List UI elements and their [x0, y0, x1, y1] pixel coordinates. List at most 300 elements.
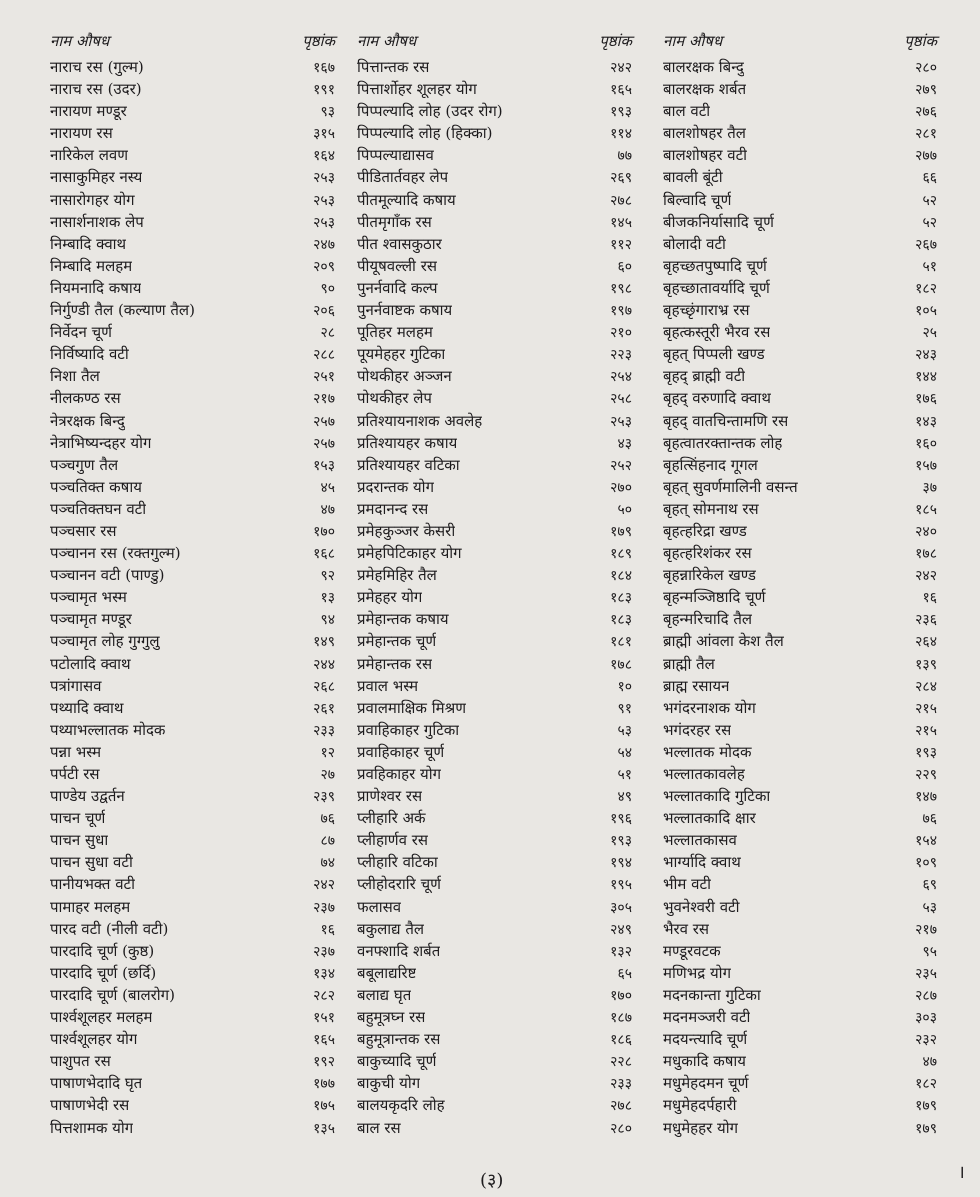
index-entry — [50, 1028, 335, 1050]
index-entry — [663, 520, 937, 542]
entry-page: २८० — [610, 1120, 632, 1137]
index-entry — [663, 454, 937, 476]
entry-name: बृहत् सुवर्णमालिनी वसन्त — [663, 477, 798, 496]
entry-page: २८७ — [915, 987, 937, 1004]
entry-page: २५८ — [610, 391, 632, 408]
entry-name: बहुमूत्रघ्न रस — [357, 1008, 426, 1027]
entry-name: बृहत्वातरक्तान्तक लोह — [663, 433, 783, 452]
header-page-label: पृष्ठांक — [904, 32, 937, 50]
index-entry — [663, 233, 937, 255]
index-entry — [50, 78, 335, 100]
entry-name: ब्राह्मी तैल — [663, 654, 715, 673]
entry-name: प्रवहिकाहर योग — [357, 765, 442, 783]
entry-page: १७९ — [915, 1120, 937, 1137]
index-entry — [663, 100, 937, 122]
entry-page: १७९ — [915, 1098, 937, 1115]
entry-page: ५० — [617, 501, 632, 518]
entry-page: २५ — [922, 325, 937, 342]
index-entry — [50, 498, 335, 520]
entry-page: ६० — [617, 258, 632, 275]
entry-name: बाकुच्यादि चूर्ण — [357, 1052, 437, 1071]
entry-page: १८९ — [610, 546, 632, 563]
entry-name: पित्तशामक योग — [50, 1118, 134, 1137]
index-entry — [663, 896, 937, 918]
header-name-label: नाम औषध — [357, 32, 417, 50]
entry-page: १६ — [922, 590, 937, 607]
entry-page: २३२ — [915, 1032, 937, 1049]
index-entry — [50, 962, 335, 984]
entry-page: २८४ — [915, 678, 937, 695]
entry-page: १८२ — [915, 1076, 937, 1093]
index-entry — [50, 785, 335, 807]
entry-page: ३१५ — [313, 126, 335, 143]
entry-name: बृहद् वरुणादि क्वाथ — [663, 389, 771, 408]
index-entry — [663, 918, 937, 940]
index-entry — [357, 653, 632, 675]
entry-name: पारद वटी (नीली वटी) — [50, 919, 169, 938]
index-entry — [50, 277, 335, 299]
index-entry — [50, 741, 335, 763]
index-entry — [663, 1050, 937, 1072]
entry-name: बृहद् ब्राह्मी वटी — [663, 367, 746, 386]
entry-name: नारायण रस — [50, 124, 113, 143]
entry-page: १४७ — [915, 789, 937, 806]
entry-name: पाचन सुधा वटी — [50, 853, 133, 872]
entry-page: २६८ — [313, 678, 335, 695]
index-entry — [663, 343, 937, 365]
index-entry — [357, 255, 632, 277]
index-entry — [357, 697, 632, 719]
index-entry — [357, 211, 632, 233]
index-entry — [663, 1094, 937, 1116]
entry-name: नासारोगहर योग — [50, 190, 135, 209]
entry-name: पुनर्नवादि कल्प — [357, 278, 438, 297]
column-header — [663, 28, 937, 54]
entry-page: १७८ — [915, 546, 937, 563]
entry-page: १७० — [610, 987, 632, 1004]
index-entry — [357, 1117, 632, 1139]
entry-page: २८८ — [313, 347, 335, 364]
index-entry — [357, 387, 632, 409]
entry-name: पिप्पल्यादि लोह (हिक्का) — [357, 124, 493, 143]
index-entry — [663, 299, 937, 321]
entry-page: १४९ — [313, 634, 335, 651]
index-entry — [357, 100, 632, 122]
index-entry — [663, 1072, 937, 1094]
index-entry — [50, 476, 335, 498]
entry-page: २१५ — [915, 700, 937, 717]
entry-name: निर्विष्यादि वटी — [50, 345, 129, 364]
entry-name: भार्ग्यादि क्वाथ — [663, 853, 741, 872]
index-entry — [357, 520, 632, 542]
index-entry — [50, 896, 335, 918]
entry-name: पित्तार्शोहर शूलहर योग — [357, 80, 477, 99]
entry-page: २३७ — [313, 943, 335, 960]
entry-name: पिप्पल्यादि लोह (उदर रोग) — [357, 102, 503, 121]
entry-name: ब्राह्मी आंवला केश तैल — [663, 632, 784, 651]
index-entry — [50, 432, 335, 454]
entry-name: पीडितार्तवहर लेप — [357, 168, 449, 187]
index-entry — [50, 1006, 335, 1028]
entry-name: प्रदरान्तक योग — [357, 477, 435, 496]
entry-name: भल्लातकासव — [663, 831, 737, 850]
entry-name: नारायण मण्डूर — [50, 102, 127, 121]
index-entry — [663, 873, 937, 895]
entry-name: पञ्चामृत लोह गुग्गुलु — [50, 632, 160, 651]
entry-name: प्लीहोदरारि चूर्ण — [357, 875, 441, 894]
entry-name: प्रमेहपिटिकाहर योग — [357, 544, 462, 563]
entry-name: भगंदरनाशक योग — [663, 698, 756, 717]
index-entry — [50, 675, 335, 697]
entry-page: ४९ — [617, 789, 632, 806]
index-entry — [357, 454, 632, 476]
entry-page: १९५ — [610, 877, 632, 894]
index-entry — [357, 343, 632, 365]
entry-name: पञ्चामृत भस्म — [50, 588, 127, 607]
entry-page: ९४ — [320, 612, 335, 629]
entry-name: बृहच्छातावर्यादि चूर्ण — [663, 278, 770, 297]
index-entry — [663, 1028, 937, 1050]
entry-page: ७७ — [617, 148, 632, 165]
entry-page: १६८ — [313, 546, 335, 563]
index-entry — [357, 1028, 632, 1050]
entry-page: १८१ — [610, 634, 632, 651]
index-entry — [663, 829, 937, 851]
index-entry — [357, 122, 632, 144]
index-entry — [357, 233, 632, 255]
index-entry — [50, 630, 335, 652]
entry-name: प्लीहारि वटिका — [357, 853, 438, 872]
entry-name: पीतमूल्यादि कषाय — [357, 190, 456, 209]
entry-page: १० — [617, 678, 632, 695]
entry-name: मधुमेहदर्पहारी — [663, 1096, 737, 1115]
index-entry — [663, 211, 937, 233]
entry-name: मदयन्त्यादि चूर्ण — [663, 1030, 748, 1049]
entry-page: १९३ — [610, 104, 632, 121]
entry-name: भल्लातकादि क्षार — [663, 809, 756, 828]
entry-name: नीलकण्ठ रस — [50, 389, 121, 408]
index-entry — [357, 586, 632, 608]
entry-page: २४० — [915, 523, 937, 540]
entry-name: पञ्चानन रस (रक्तगुल्म) — [50, 544, 181, 563]
entry-name: पुनर्नवाष्टक कषाय — [357, 301, 453, 320]
entry-name: प्रवाहिकाहर चूर्ण — [357, 742, 445, 761]
entry-page: २१७ — [313, 391, 335, 408]
index-entry — [50, 697, 335, 719]
entry-page: २७८ — [610, 192, 632, 209]
index-entry — [50, 166, 335, 188]
entry-page: १३४ — [313, 965, 335, 982]
entry-name: बृहत् सोमनाथ रस — [663, 499, 759, 518]
index-entry — [50, 233, 335, 255]
index-entry — [663, 763, 937, 785]
index-entry — [663, 940, 937, 962]
index-entry — [50, 763, 335, 785]
entry-page: ५१ — [617, 767, 632, 783]
entry-page: ४५ — [320, 479, 335, 496]
index-entry — [663, 586, 937, 608]
entry-page: १३ — [320, 590, 335, 607]
entry-name: प्रमेहान्तक रस — [357, 654, 433, 673]
entry-name: प्रमेहकुञ्जर केसरी — [357, 521, 456, 540]
entry-name: पोथकीहर लेप — [357, 389, 432, 408]
entry-page: १२ — [320, 744, 335, 761]
entry-name: बृहत्हरिशंकर रस — [663, 544, 752, 563]
entry-page: १६० — [915, 435, 937, 452]
index-entry — [50, 940, 335, 962]
entry-name: पारदादि चूर्ण (कुष्ठ) — [50, 941, 155, 960]
entry-page: १८५ — [915, 501, 937, 518]
entry-name: पञ्चसार रस — [50, 521, 117, 540]
entry-page: ६६ — [922, 170, 937, 187]
index-entry — [663, 255, 937, 277]
entry-name: पाशुपत रस — [50, 1052, 111, 1071]
entry-page: १७५ — [313, 1098, 335, 1115]
entry-page: ३७ — [922, 479, 937, 496]
header-name-label: नाम औषध — [663, 32, 723, 50]
entry-name: पूतिहर मलहम — [357, 323, 433, 342]
entry-name: बृहन्नारिकेल खण्ड — [663, 566, 756, 585]
index-entry — [663, 122, 937, 144]
entry-page: ११४ — [610, 126, 632, 143]
entry-page: २६१ — [313, 700, 335, 717]
entry-name: निम्बादि मलहम — [50, 256, 133, 275]
entry-name: प्रवालमाक्षिक मिश्रण — [357, 698, 467, 717]
entry-name: बृहद् वातचिन्तामणि रस — [663, 411, 789, 430]
entry-page: २२३ — [610, 347, 632, 364]
entry-page: १३५ — [313, 1120, 335, 1137]
entry-page: १९६ — [610, 811, 632, 828]
index-entry — [663, 851, 937, 873]
entry-name: निर्वेदन चूर्ण — [50, 323, 112, 342]
entry-page: २३५ — [915, 965, 937, 982]
entry-name: बोलादी वटी — [663, 234, 726, 253]
entry-page: २७८ — [610, 1098, 632, 1115]
entry-name: बहुमूत्रान्तक रस — [357, 1030, 441, 1049]
index-entry — [663, 653, 937, 675]
index-entry — [50, 255, 335, 277]
index-entry — [357, 984, 632, 1006]
entry-name: पोथकीहर अञ्जन — [357, 367, 452, 386]
index-entry — [50, 454, 335, 476]
entry-page: २५१ — [313, 369, 335, 386]
entry-page: २६७ — [915, 236, 937, 253]
entry-name: प्रतिश्यायनाशक अवलेह — [357, 411, 483, 430]
entry-name: पथ्याभल्लातक मोदक — [50, 720, 166, 739]
entry-name: पर्पटी रस — [50, 765, 100, 783]
margin-mark: । — [958, 1162, 965, 1183]
index-entry — [663, 608, 937, 630]
entry-name: प्रवाल भस्म — [357, 676, 419, 695]
index-entry — [357, 1050, 632, 1072]
entry-page: २३९ — [313, 789, 335, 806]
entry-page: २१७ — [915, 921, 937, 938]
entry-page: १८७ — [610, 1010, 632, 1027]
entry-page: १३२ — [610, 943, 632, 960]
entry-name: पञ्चामृत मण्डूर — [50, 610, 132, 629]
index-entry — [663, 189, 937, 211]
entry-page: २८१ — [915, 126, 937, 143]
entry-name: बृहन्मरिचादि तैल — [663, 610, 753, 629]
index-entry — [50, 100, 335, 122]
entry-page: २५७ — [313, 413, 335, 430]
entry-name: पाचन चूर्ण — [50, 809, 106, 828]
index-entry — [357, 432, 632, 454]
entry-page: ३०५ — [610, 899, 632, 916]
index-entry — [357, 785, 632, 807]
entry-name: पाचन सुधा — [50, 831, 109, 850]
entry-page: १४३ — [915, 413, 937, 430]
entry-name: पथ्यादि क्वाथ — [50, 698, 124, 717]
entry-page: ३०३ — [915, 1010, 937, 1027]
entry-page: १४४ — [915, 369, 937, 386]
entry-page: १७८ — [610, 656, 632, 673]
entry-page: १९७ — [610, 303, 632, 320]
entry-page: २५४ — [610, 369, 632, 386]
entry-page: १८३ — [610, 612, 632, 629]
entry-page: २०६ — [313, 303, 335, 320]
entry-page: ९३ — [320, 104, 335, 121]
entry-name: पार्श्वशूलहर मलहम — [50, 1008, 153, 1027]
entry-name: बाल रस — [357, 1118, 401, 1137]
entry-name: पीयूषवल्ली रस — [357, 256, 437, 275]
entry-page: १५४ — [915, 833, 937, 850]
entry-page: ४७ — [922, 1054, 937, 1071]
entry-page: १८३ — [610, 590, 632, 607]
entry-page: ५४ — [617, 744, 632, 761]
entry-name: प्रमेहहर योग — [357, 588, 423, 607]
entry-page: १७७ — [313, 1076, 335, 1093]
entry-name: मदनमञ्जरी वटी — [663, 1008, 751, 1027]
index-entry — [357, 741, 632, 763]
index-entry — [50, 719, 335, 741]
index-entry — [663, 166, 937, 188]
entry-name: भल्लातकावलेह — [663, 765, 745, 783]
entry-page: २४२ — [610, 60, 632, 76]
entry-page: ११२ — [610, 236, 632, 253]
entry-page: १५३ — [313, 457, 335, 474]
entry-name: बालशोषहर वटी — [663, 146, 748, 165]
entry-page: २४३ — [915, 347, 937, 364]
index-entry — [50, 1117, 335, 1139]
entry-page: ५३ — [617, 722, 632, 739]
index-entry — [357, 56, 632, 78]
index-entry — [50, 144, 335, 166]
entry-page: २४७ — [313, 236, 335, 253]
index-entry — [50, 365, 335, 387]
index-entry — [357, 299, 632, 321]
entry-name: मधुमेहदमन चूर्ण — [663, 1074, 749, 1093]
entry-name: पीत श्वासकुठार — [357, 234, 442, 253]
entry-name: मधुमेहहर योग — [663, 1118, 739, 1137]
index-entry — [663, 476, 937, 498]
entry-page: ५१ — [922, 258, 937, 275]
entry-page: ८७ — [320, 833, 335, 850]
entry-name: पञ्चतिक्तघन वटी — [50, 499, 147, 518]
index-entry — [663, 144, 937, 166]
entry-page: १७० — [313, 523, 335, 540]
index-entry — [663, 410, 937, 432]
index-entry — [663, 78, 937, 100]
entry-page: २३३ — [313, 722, 335, 739]
entry-page: २४२ — [915, 568, 937, 585]
index-entry — [50, 122, 335, 144]
index-entry — [50, 1072, 335, 1094]
entry-name: प्रमेहमिहिर तैल — [357, 566, 437, 585]
entry-page: २६९ — [610, 170, 632, 187]
entry-page: २७६ — [915, 104, 937, 121]
entry-page: ६९ — [922, 877, 937, 894]
entry-page: १९३ — [915, 744, 937, 761]
index-entry — [50, 851, 335, 873]
index-entry — [50, 542, 335, 564]
entry-name: बृहच्छतपुष्पादि चूर्ण — [663, 256, 767, 275]
entry-name: पामाहर मलहम — [50, 897, 131, 916]
entry-name: बकुलाद्य तैल — [357, 919, 425, 938]
entry-name: ब्राह्म रसायन — [663, 676, 730, 695]
index-entry — [50, 984, 335, 1006]
entry-page: १६७ — [313, 60, 335, 76]
entry-page: ५२ — [922, 192, 937, 209]
entry-name: बृहत्हरिद्रा खण्ड — [663, 521, 747, 540]
entry-page: २४२ — [313, 877, 335, 894]
index-entry — [663, 1006, 937, 1028]
entry-page: ७४ — [320, 855, 335, 872]
index-entry — [50, 1050, 335, 1072]
entry-name: भुवनेश्वरी वटी — [663, 897, 740, 916]
index-entry — [357, 365, 632, 387]
entry-name: फलासव — [357, 897, 402, 916]
entry-name: बलाद्य घृत — [357, 985, 412, 1004]
index-entry — [663, 697, 937, 719]
index-entry — [663, 564, 937, 586]
entry-name: भीम वटी — [663, 875, 711, 894]
entry-name: नासार्शनाशक लेप — [50, 212, 144, 231]
index-entry — [50, 520, 335, 542]
index-entry — [357, 1072, 632, 1094]
entry-name: निम्बादि क्वाथ — [50, 234, 127, 253]
entry-page: २०९ — [313, 258, 335, 275]
index-entry — [50, 608, 335, 630]
index-entry — [663, 719, 937, 741]
index-entry — [357, 851, 632, 873]
index-entry — [357, 166, 632, 188]
entry-name: निशा तैल — [50, 367, 100, 386]
index-entry — [50, 586, 335, 608]
entry-page: २५३ — [313, 192, 335, 209]
entry-name: पाषाणभेदादि घृत — [50, 1074, 143, 1093]
entry-page: २१५ — [915, 722, 937, 739]
entry-name: पञ्चतिक्त कषाय — [50, 477, 142, 496]
header-page-label: पृष्ठांक — [599, 32, 632, 50]
index-entry — [357, 410, 632, 432]
entry-page: १७६ — [915, 391, 937, 408]
index-entry — [663, 387, 937, 409]
entry-name: मण्डूरवटक — [663, 941, 721, 960]
index-entry — [50, 387, 335, 409]
entry-name: नेत्ररक्षक बिन्दु — [50, 411, 125, 430]
index-entry — [50, 653, 335, 675]
entry-page: २३७ — [313, 899, 335, 916]
column-header — [50, 28, 335, 54]
entry-name: नाराच रस (गुल्म) — [50, 58, 144, 76]
index-entry — [663, 321, 937, 343]
index-entry — [663, 1117, 937, 1139]
page-number: (३) — [480, 1170, 504, 1191]
entry-page: ९५ — [922, 943, 937, 960]
entry-page: १६५ — [313, 1032, 335, 1049]
index-entry — [357, 1094, 632, 1116]
